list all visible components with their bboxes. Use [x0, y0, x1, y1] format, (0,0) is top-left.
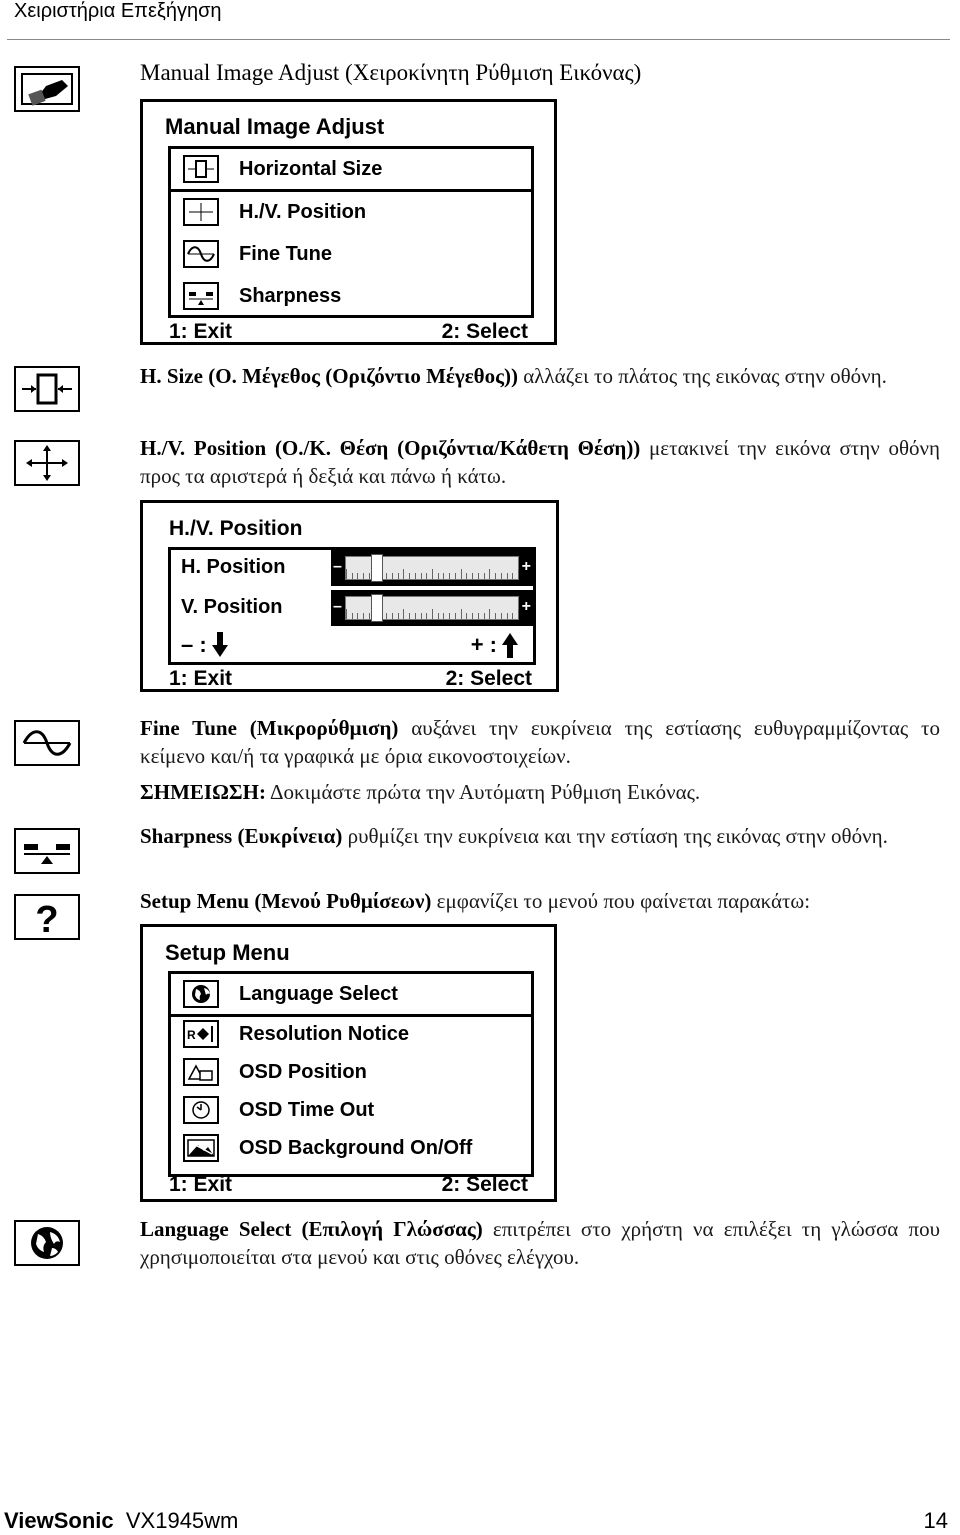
slider-tick: [495, 573, 496, 579]
slider-tick: [352, 573, 353, 579]
slider-tick: [449, 613, 450, 619]
language-select-description: [140, 1215, 940, 1271]
slider-tick: [472, 613, 473, 619]
hsize-text: αλλάζει το πλάτος της εικόνας στην οθόνη.: [517, 364, 887, 388]
slider-minus: –: [333, 598, 342, 615]
slider-tick: [415, 573, 416, 579]
note-term: ΣΗΜΕΙΩΣΗ:: [140, 780, 266, 804]
slider-tick: [461, 609, 462, 619]
minus-key-label: – :: [181, 632, 207, 657]
osd-background-icon: [183, 1134, 219, 1162]
osd-title: H./V. Position: [169, 517, 303, 540]
slider-tick: [369, 573, 370, 579]
arrow-down-icon: [211, 632, 229, 658]
menu-item-osd-background[interactable]: [171, 1128, 531, 1168]
slider-tick: [438, 613, 439, 619]
model-name: VX1945wm: [125, 1508, 239, 1533]
slider-tick: [403, 609, 404, 619]
menu-item-label: Language Select: [239, 982, 398, 1005]
clock-icon: [183, 1096, 219, 1124]
slider-tick: [484, 613, 485, 619]
brand-name: ViewSonic: [4, 1508, 114, 1533]
osd-position-panel: [168, 547, 536, 665]
h-position-slider[interactable]: [331, 550, 533, 586]
sharpness-term: Sharpness (Ευκρίνεια): [140, 824, 343, 848]
menu-item-resolution-notice[interactable]: [171, 1014, 531, 1054]
plus-key-label: + :: [470, 632, 497, 657]
slider-tick: [346, 609, 347, 619]
slider-tick: [478, 573, 479, 579]
menu-item-label: Resolution Notice: [239, 1022, 410, 1045]
slider-tick: [443, 573, 444, 579]
slider-tick: [466, 573, 467, 579]
minus-key-hint: [181, 632, 229, 658]
fine-tune-icon: [183, 240, 219, 268]
osd-exit-hint: 1: Exit: [169, 667, 233, 690]
note-text: Δοκιμάστε πρώτα την Αυτόματη Ρύθμιση Εικόνας.: [265, 780, 701, 804]
manual-image-adjust-osd: [140, 99, 557, 345]
slider-tick: [489, 569, 490, 579]
slider-tick: [461, 569, 462, 579]
slider-tick: [363, 613, 364, 619]
slider-tick: [501, 573, 502, 579]
osd-position-icon: [183, 1058, 219, 1086]
slider-tick: [455, 613, 456, 619]
osd-select-hint: 2: Select: [441, 1173, 528, 1196]
sharpness-text: ρυθμίζει την ευκρίνεια και την εστίαση της εικόνας στην οθόνη.: [342, 824, 888, 848]
globe-icon: [183, 980, 219, 1008]
hsize-description: [140, 362, 940, 390]
fine-tune-icon: [14, 720, 80, 766]
setup-menu-description: [140, 887, 940, 915]
slider-tick: [398, 613, 399, 619]
menu-item-sharpness[interactable]: [171, 276, 531, 316]
slider-tick: [432, 609, 433, 619]
slider-tick: [357, 613, 358, 619]
slider-tick: [392, 613, 393, 619]
menu-item-fine-tune[interactable]: [171, 234, 531, 274]
slider-tick: [507, 573, 508, 579]
resolution-notice-icon: [183, 1020, 219, 1048]
slider-tick: [421, 613, 422, 619]
language-select-term: Language Select (Επιλογή Γλώσσας): [140, 1217, 483, 1241]
osd-title: Manual Image Adjust: [165, 114, 385, 139]
menu-item-label: OSD Time Out: [239, 1098, 375, 1121]
hv-position-icon: [14, 440, 80, 486]
page-number: 14: [923, 1508, 948, 1533]
slider-tick: [472, 573, 473, 579]
menu-item-label: OSD Background On/Off: [239, 1136, 473, 1159]
slider-tick: [357, 573, 358, 579]
question-icon: [14, 894, 80, 940]
slider-tick: [426, 573, 427, 579]
osd-select-hint: 2: Select: [441, 320, 528, 343]
slider-minus: –: [333, 558, 342, 575]
horizontal-size-icon: [183, 155, 219, 183]
slider-tick: [512, 573, 513, 579]
fine-tune-text: αυξάνει την ευκρίνεια της εστίασης ευθυγραμμίζοντας το κείμενο και/ή τα γραφικά με όρια εικονοστοιχείων.: [140, 716, 940, 768]
slider-tick: [403, 569, 404, 579]
menu-item-label: Sharpness: [239, 284, 342, 307]
setup-menu-osd: [140, 924, 557, 1202]
slider-tick: [409, 613, 410, 619]
slider-plus: +: [521, 598, 531, 615]
footer-brand: [4, 1508, 238, 1534]
slider-tick: [352, 613, 353, 619]
slider-tick: [518, 569, 519, 579]
note-line: [140, 778, 940, 806]
slider-knob[interactable]: [371, 594, 383, 622]
slider-tick: [512, 613, 513, 619]
svg-text:R: R: [187, 1028, 196, 1042]
slider-tick: [489, 609, 490, 619]
setup-menu-term: Setup Menu (Μενού Ρυθμίσεων): [140, 889, 432, 913]
slider-tick: [455, 573, 456, 579]
slider-tick: [426, 613, 427, 619]
slider-tick: [438, 573, 439, 579]
manual-image-adjust-icon: [14, 66, 80, 112]
slider-tick: [478, 613, 479, 619]
globe-icon: [14, 1220, 80, 1266]
slider-tick: [495, 613, 496, 619]
slider-tick: [421, 573, 422, 579]
header-divider: [7, 39, 950, 40]
slider-tick: [415, 613, 416, 619]
language-select-text: επιτρέπει στο χρήστη να επιλέξει τη γλώσσα που χρησιμοποιείται στα μενού και στις οθόνες ελέγχου.: [140, 1217, 940, 1269]
menu-item-osd-time-out[interactable]: [171, 1090, 531, 1130]
slider-tick: [449, 573, 450, 579]
slider-tick: [432, 569, 433, 579]
osd-exit-hint: 1: Exit: [169, 320, 233, 343]
hv-position-osd: [140, 500, 559, 692]
menu-item-label: Horizontal Size: [239, 157, 383, 180]
hvpos-text: μετακινεί την εικόνα στην οθόνη προς τα αριστερά ή δεξιά και πάνω ή κάτω.: [140, 436, 940, 488]
slider-tick: [392, 573, 393, 579]
osd-menu-list: [168, 146, 534, 318]
menu-item-label: Fine Tune: [239, 242, 332, 265]
osd-select-hint: 2: Select: [445, 667, 532, 690]
slider-tick: [346, 569, 347, 579]
slider-tick: [518, 609, 519, 619]
fine-tune-term: Fine Tune (Μικρορύθμιση): [140, 716, 399, 740]
sharpness-description: [140, 822, 940, 850]
arrow-up-icon: [501, 632, 519, 658]
sharpness-icon: [183, 282, 219, 310]
slider-tick: [363, 573, 364, 579]
slider-plus: +: [521, 558, 531, 575]
v-position-label: V. Position: [181, 596, 283, 618]
section-heading: Manual Image Adjust (Χειροκίνητη Ρύθμιση Εικόνας): [140, 60, 642, 85]
slider-tick: [386, 573, 387, 579]
slider-tick: [398, 573, 399, 579]
page-header: Χειριστήρια Επεξήγηση: [14, 0, 222, 22]
menu-item-language-select[interactable]: [171, 974, 531, 1017]
svg-text:?: ?: [35, 899, 59, 938]
v-position-slider[interactable]: [331, 590, 533, 626]
slider-tick: [369, 613, 370, 619]
slider-tick: [507, 613, 508, 619]
osd-exit-hint: 1: Exit: [169, 1173, 233, 1196]
menu-item-osd-position[interactable]: [171, 1052, 531, 1092]
slider-tick: [501, 613, 502, 619]
hvpos-term: H./V. Position (Ο./Κ. Θέση (Οριζόντια/Κάθετη Θέση)): [140, 436, 641, 460]
slider-knob[interactable]: [371, 554, 383, 582]
slider-tick: [443, 613, 444, 619]
osd-title: Setup Menu: [165, 940, 290, 965]
plus-key-hint: [471, 632, 519, 658]
hvpos-description: [140, 434, 940, 490]
fine-tune-description: [140, 714, 940, 770]
slider-tick: [484, 573, 485, 579]
h-position-label: H. Position: [181, 556, 286, 578]
setup-menu-text: εμφανίζει το μενού που φαίνεται παρακάτω:: [431, 889, 811, 913]
hv-position-icon: [183, 198, 219, 226]
menu-item-hv-position[interactable]: [171, 192, 531, 232]
slider-tick: [409, 573, 410, 579]
horizontal-size-icon: [14, 366, 80, 412]
menu-item-label: OSD Position: [239, 1060, 367, 1083]
menu-item-label: H./V. Position: [239, 200, 367, 223]
slider-tick: [466, 613, 467, 619]
slider-tick: [386, 613, 387, 619]
hsize-term: H. Size (Ο. Μέγεθος (Οριζόντιο Μέγεθος)): [140, 364, 518, 388]
osd-menu-list: [168, 971, 534, 1177]
sharpness-icon: [14, 828, 80, 874]
menu-item-horizontal-size[interactable]: [171, 149, 531, 192]
